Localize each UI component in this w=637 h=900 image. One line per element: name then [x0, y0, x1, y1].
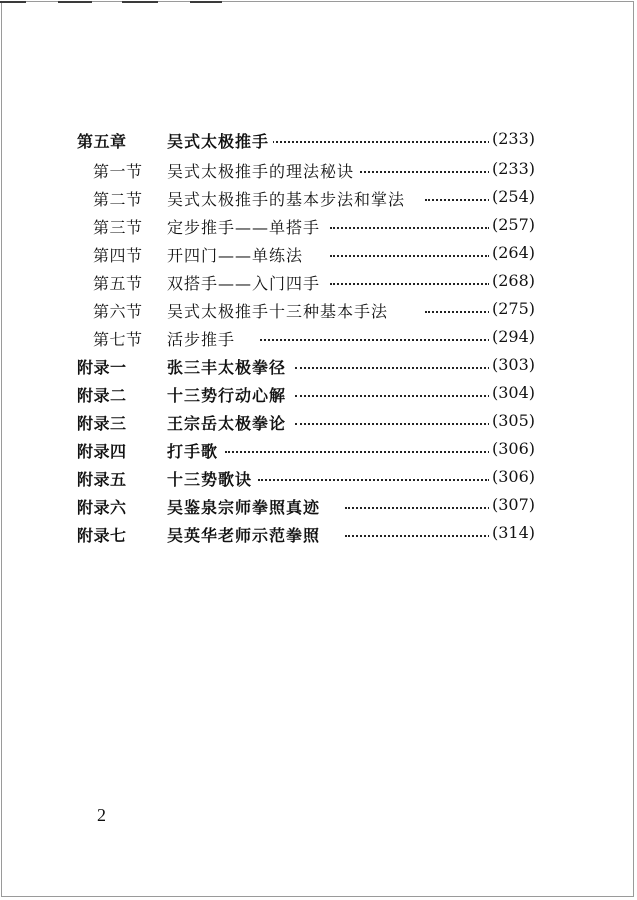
appendix-page: (304): [489, 383, 535, 402]
section-label: 第二节: [93, 190, 143, 209]
section-title: 吴式太极推手的基本步法和掌法: [167, 187, 409, 210]
appendix-label: 附录七: [77, 526, 127, 545]
toc-appendix-row[interactable]: [0, 491, 637, 517]
appendix-label: 附录三: [77, 414, 127, 433]
toc-appendix-row[interactable]: [0, 379, 637, 405]
section-page: (254): [489, 187, 535, 206]
leader-dots: [295, 423, 490, 425]
section-page: (233): [489, 159, 535, 178]
appendix-title: 张三丰太极拳径: [167, 355, 290, 378]
leader-dots: [240, 141, 490, 143]
section-label: 第三节: [93, 218, 143, 237]
chapter-label: 第五章: [77, 132, 127, 151]
edge-mark: [0, 1, 26, 3]
edge-mark: [58, 1, 92, 3]
section-title: 吴式太极推手的理法秘诀: [167, 159, 358, 182]
appendix-label: 附录一: [77, 358, 127, 377]
appendix-title: 十三势行动心解: [167, 383, 290, 406]
section-label: 第一节: [93, 162, 143, 181]
leader-dots: [330, 283, 490, 285]
page-number: 2: [97, 805, 106, 825]
section-label: 第七节: [93, 330, 143, 349]
toc-appendix-row[interactable]: [0, 435, 637, 461]
section-page: (264): [489, 243, 535, 262]
section-label: 第五节: [93, 274, 143, 293]
toc-appendix-row[interactable]: [0, 407, 637, 433]
leader-dots: [330, 255, 490, 257]
leader-dots: [360, 171, 490, 173]
toc-appendix-row[interactable]: [0, 351, 637, 377]
appendix-label: 附录四: [77, 442, 127, 461]
section-title: 活步推手: [167, 327, 239, 350]
toc-chapter-row[interactable]: [0, 125, 637, 151]
appendix-page: (306): [489, 467, 535, 486]
toc-section-row[interactable]: [0, 155, 637, 181]
leader-dots: [295, 367, 490, 369]
section-page: (275): [489, 299, 535, 318]
chapter-page: (233): [489, 129, 535, 148]
toc-section-row[interactable]: [0, 211, 637, 237]
section-title: 吴式太极推手十三种基本手法: [167, 299, 392, 322]
appendix-page: (305): [489, 411, 535, 430]
appendix-label: 附录六: [77, 498, 127, 517]
leader-dots: [345, 507, 490, 509]
edge-mark: [122, 1, 158, 3]
appendix-title: 打手歌: [167, 439, 222, 462]
toc-section-row[interactable]: [0, 323, 637, 349]
toc-section-row[interactable]: [0, 183, 637, 209]
leader-dots: [425, 199, 490, 201]
appendix-title: 吴鉴泉宗师拳照真迹: [167, 495, 324, 518]
toc-section-row[interactable]: [0, 267, 637, 293]
toc-appendix-row[interactable]: [0, 463, 637, 489]
section-label: 第四节: [93, 246, 143, 265]
leader-dots: [345, 535, 490, 537]
toc-appendix-row[interactable]: [0, 519, 637, 545]
leader-dots: [258, 479, 490, 481]
appendix-title: 王宗岳太极拳论: [167, 411, 290, 434]
top-edge-marks: [0, 0, 637, 4]
section-title: 定步推手——单搭手: [167, 215, 324, 238]
edge-mark: [190, 1, 222, 3]
leader-dots: [330, 227, 490, 229]
section-title: 开四门——单练法: [167, 243, 307, 266]
appendix-title: 吴英华老师示范拳照: [167, 523, 324, 546]
section-page: (257): [489, 215, 535, 234]
appendix-label: 附录五: [77, 470, 127, 489]
appendix-label: 附录二: [77, 386, 127, 405]
section-page: (294): [489, 327, 535, 346]
appendix-page: (306): [489, 439, 535, 458]
leader-dots: [225, 451, 490, 453]
chapter-title: 吴式太极推手: [167, 129, 273, 152]
appendix-page: (314): [489, 523, 535, 542]
toc-section-row[interactable]: [0, 295, 637, 321]
appendix-page: (307): [489, 495, 535, 514]
leader-dots: [295, 395, 490, 397]
leader-dots: [425, 311, 490, 313]
appendix-page: (303): [489, 355, 535, 374]
section-title: 双搭手——入门四手: [167, 271, 324, 294]
leader-dots: [260, 339, 490, 341]
toc-section-row[interactable]: [0, 239, 637, 265]
section-label: 第六节: [93, 302, 143, 321]
appendix-title: 十三势歌诀: [167, 467, 256, 490]
section-page: (268): [489, 271, 535, 290]
